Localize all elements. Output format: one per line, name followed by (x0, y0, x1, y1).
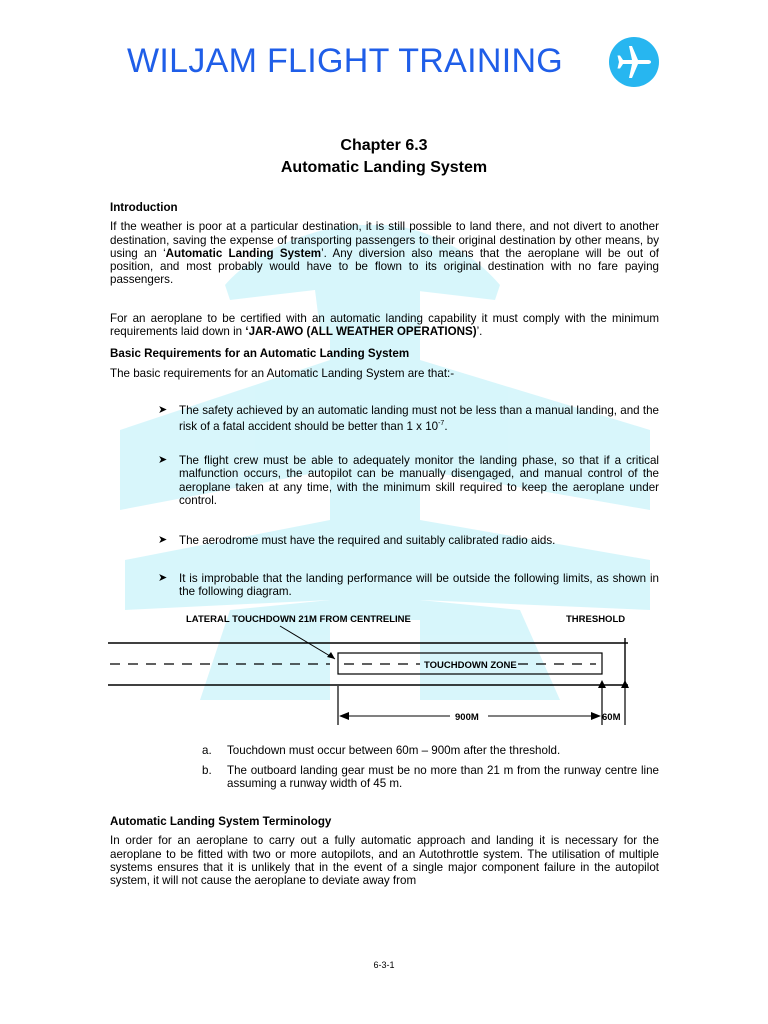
requirements-heading: Basic Requirements for an Automatic Landing System (110, 347, 410, 360)
introduction-section (110, 201, 659, 338)
requirement-item (158, 404, 659, 433)
bullet-arrow-icon: ➤ (158, 404, 168, 416)
terminology-section (110, 815, 659, 887)
intro-p1-text-b: ’. Any diversion also means that the aeroplane will be out of position, and most probably would have to be flown to its original destination with no fare paying passengers. (110, 246, 659, 287)
touchdown-zone-label: TOUCHDOWN ZONE (424, 660, 517, 671)
dimension-arrow-right (591, 712, 601, 720)
lateral-arrowhead (327, 652, 335, 659)
bullet-arrow-icon: ➤ (158, 572, 168, 584)
document-header-title: WILJAM FLIGHT TRAINING (127, 42, 564, 80)
chapter-title: Automatic Landing System (280, 159, 488, 176)
aeroplane-icon (608, 36, 660, 88)
limit-item (202, 744, 659, 757)
terminology-paragraph: In order for an aeroplane to carry out a fully automatic approach and landing it is necessary for the aeroplane to be fitted with two or more autopilots, and an Autothrottle system. The utilisation of multiple systems ensures that it is unlikely that in the event of a single major component failure in the autopilot system, it will not cause the aeroplane to deviate away from (110, 834, 659, 888)
intro-p1-bold: Automatic Landing System (165, 246, 322, 260)
requirement-text: The flight crew must be able to adequately monitor the landing phase, so that if a critical malfunction occurs, the autopilot can be manually disengaged, and manual control of the aeroplane taken at any time, with the minimum skill required to keep the aeroplane under control. (179, 454, 659, 507)
chapter-number: Chapter 6.3 (340, 137, 428, 154)
requirements-intro: The basic requirements for an Automatic Landing System are that:- (110, 367, 455, 381)
introduction-paragraph-2 (110, 312, 659, 339)
intro-p1-text-a: If the weather is poor at a particular destination, it is still possible to land there, and not divert to another destination, saving the expense of transporting passengers to their original destination by other means, by using an ‘ (110, 220, 659, 260)
touchdown-diagram (108, 608, 633, 730)
limit-item (202, 764, 659, 791)
requirements-section (110, 347, 659, 381)
lateral-touchdown-label: LATERAL TOUCHDOWN 21M FROM CENTRELINE (186, 614, 411, 625)
requirement-item (158, 572, 659, 599)
limit-text: The outboard landing gear must be no more than 21 m from the runway centre line assuming a runway width of 45 m. (227, 764, 659, 791)
threshold-label: THRESHOLD (566, 614, 626, 625)
intro-p2-text-b: ’. (476, 325, 483, 339)
requirement-text: It is improbable that the landing performance will be outside the following limits, as shown in the following diagram. (179, 572, 659, 599)
limit-marker: a. (202, 744, 212, 757)
distance-60m-label: 60M (602, 712, 621, 723)
limit-marker: b. (202, 764, 212, 777)
requirement-text: The aerodrome must have the required and suitably calibrated radio aids. (179, 534, 556, 547)
requirement-item (158, 534, 659, 547)
limit-text: Touchdown must occur between 60m – 900m after the threshold. (227, 744, 561, 757)
page-number: 6-3-1 (373, 960, 395, 970)
introduction-heading: Introduction (110, 201, 178, 214)
requirement-item (158, 454, 659, 507)
distance-900m-label: 900M (455, 712, 479, 723)
threshold-arrow-up (598, 680, 606, 688)
bullet-arrow-icon: ➤ (158, 454, 168, 466)
requirement-1-text-a: The safety achieved by an automatic landing must not be less than a manual landing, and the risk of a fatal accident should be better than 1 x 10 (179, 404, 659, 434)
bullet-arrow-icon: ➤ (158, 534, 168, 546)
intro-p2-text-a: For an aeroplane to be certified with an automatic landing capability it must comply with the minimum requirements laid down in (110, 311, 659, 339)
threshold-arrow-up-2 (621, 680, 629, 688)
dimension-arrow-left (339, 712, 349, 720)
introduction-paragraph-1 (110, 220, 659, 286)
requirement-1-superscript: -7 (438, 420, 445, 428)
requirement-text (179, 404, 659, 433)
requirement-1-text-b: . (444, 420, 448, 434)
terminology-heading: Automatic Landing System Terminology (110, 815, 332, 828)
intro-p2-bold: ‘JAR-AWO (ALL WEATHER OPERATIONS) (245, 325, 477, 339)
